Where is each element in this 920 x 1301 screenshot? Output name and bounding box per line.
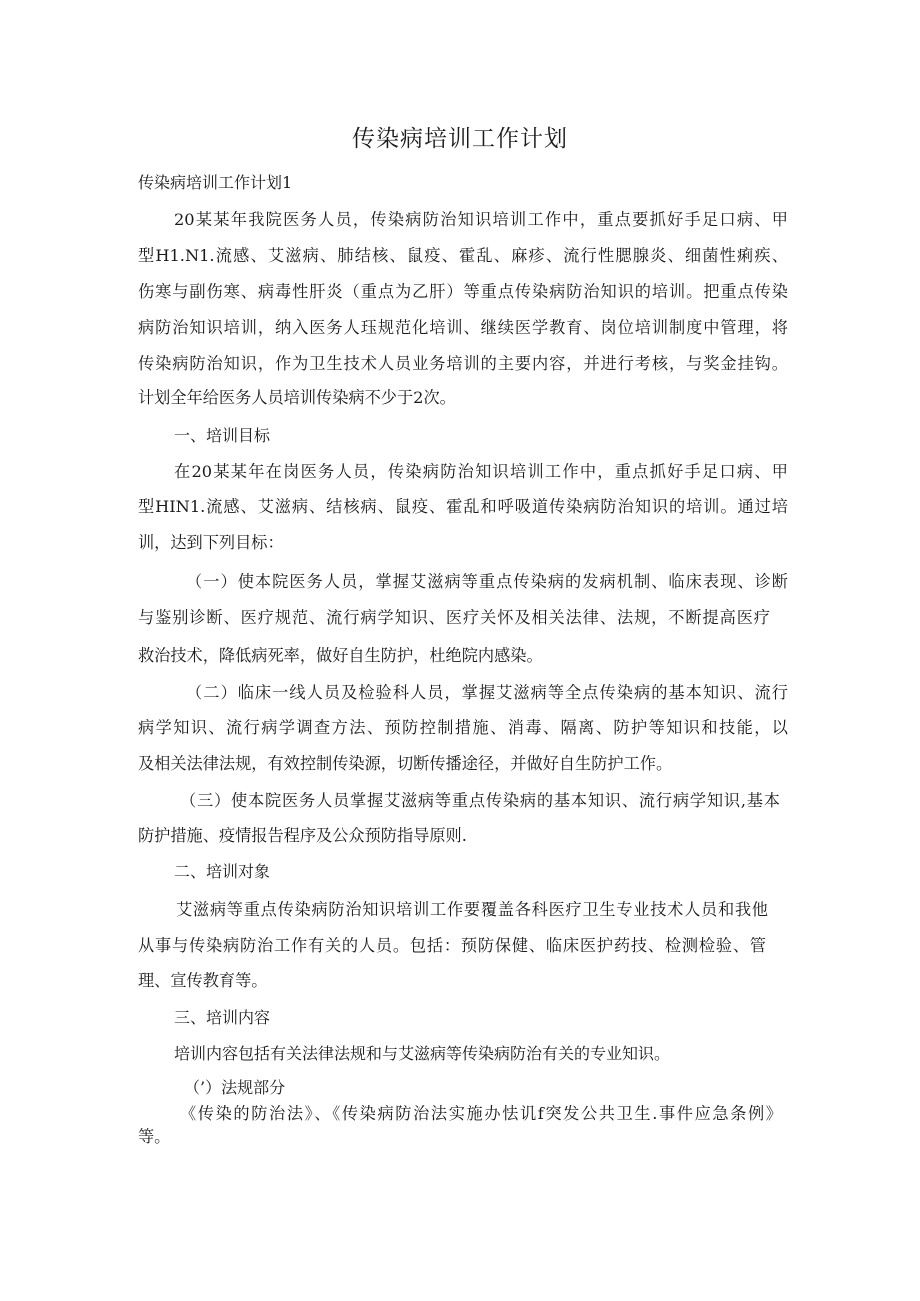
laws-subheading: （’）法规部分: [184, 1078, 286, 1097]
paragraph-line: 与鉴别诊断、医疗规范、流行病学知识、医疗关怀及相关法律、法规，不断提高医疗: [138, 608, 770, 627]
paragraph-line: （三）使本院医务人员掌握艾滋病等重点传染病的基本知识、流行病学知识,基本: [180, 791, 780, 810]
paragraph-line: 训，达到下列目标：: [138, 533, 284, 552]
paragraph-line: 及相关法律法规，有效控制传染源，切断传播途径，并做好自生防护工作。: [138, 754, 673, 773]
paragraph-line: 计划全年给医务人员培训传染病不少于2次。: [138, 388, 456, 407]
paragraph-line: 《传染的防治法》、《传染病防治法实施办怯讥f突发公共卫生.事件应急条例》: [180, 1104, 782, 1123]
paragraph-line: 艾滋病等重点传染病防治知识培训工作要覆盖各科医疗卫生专业技术人员和我他: [176, 900, 768, 919]
paragraph-line: 理、宣传教育等。: [138, 971, 268, 990]
paragraph-line: 型H1.N1.流感、艾滋病、肺结核、鼠疫、霍乱、麻疹、流行性腮腺炎、细菌性痢疾、: [138, 246, 788, 265]
paragraph-line: （二）临床一线人员及检验科人员，掌握艾滋病等全点传染病的基本知识、流行: [186, 683, 788, 702]
document-title: 传染病培训工作计划: [352, 126, 568, 152]
document-subtitle: 传染病培训工作计划1: [138, 173, 293, 192]
paragraph-line: 病防治知识培训，纳入医务人珏规范化培训、继续医学教育、岗位培训制度中管理，将: [138, 318, 788, 337]
paragraph-line: 病学知识、流行病学调查方法、预防控制措施、消毒、隔离、防护等知识和技能，以: [138, 718, 788, 737]
section-heading-content: 三、培训内容: [174, 1008, 271, 1027]
paragraph-line: （一）使本院医务人员，掌握艾滋病等重点传染病的发病机制、临床表现、诊断: [186, 572, 788, 591]
paragraph-line: 等。: [138, 1127, 171, 1146]
paragraph-line: 传染病防治知识，作为卫生技术人员业务培训的主要内容，并进行考核，与奖金挂钩。: [138, 354, 788, 373]
paragraph-line: 从事与传染病防治工作有关的人员。包括：预防保健、临床医护药技、检测检验、管: [138, 936, 766, 955]
section-heading-audience: 二、培训对象: [174, 862, 271, 881]
paragraph-line: 伤寒与副伤寒、病毒性肝炎（重点为乙肝）等重点传染病防治知识的培训。把重点传染: [138, 282, 788, 301]
content-paragraph: 培训内容包括有关法律法规和与艾滋病等传染病防治有关的专业知识。: [174, 1044, 671, 1063]
paragraph-line: 20某某年我院医务人员，传染病防治知识培训工作中，重点要抓好手足口病、甲: [174, 210, 788, 229]
paragraph-line: 救治技术，降低病死率，做好自生防护，杜绝院内感染。: [138, 646, 543, 665]
paragraph-line: 型HIN1.流感、艾滋病、结核病、鼠疫、霍乱和呼吸道传染病防治知识的培训。通过培: [138, 497, 788, 516]
paragraph-line: 防护措施、疫情报告程序及公众预防指导原则.: [138, 826, 467, 845]
section-heading-goals: 一、培训目标: [174, 426, 271, 445]
paragraph-line: 在20某某年在岗医务人员，传染病防治知识培训工作中，重点抓好手足口病、甲: [174, 462, 788, 481]
